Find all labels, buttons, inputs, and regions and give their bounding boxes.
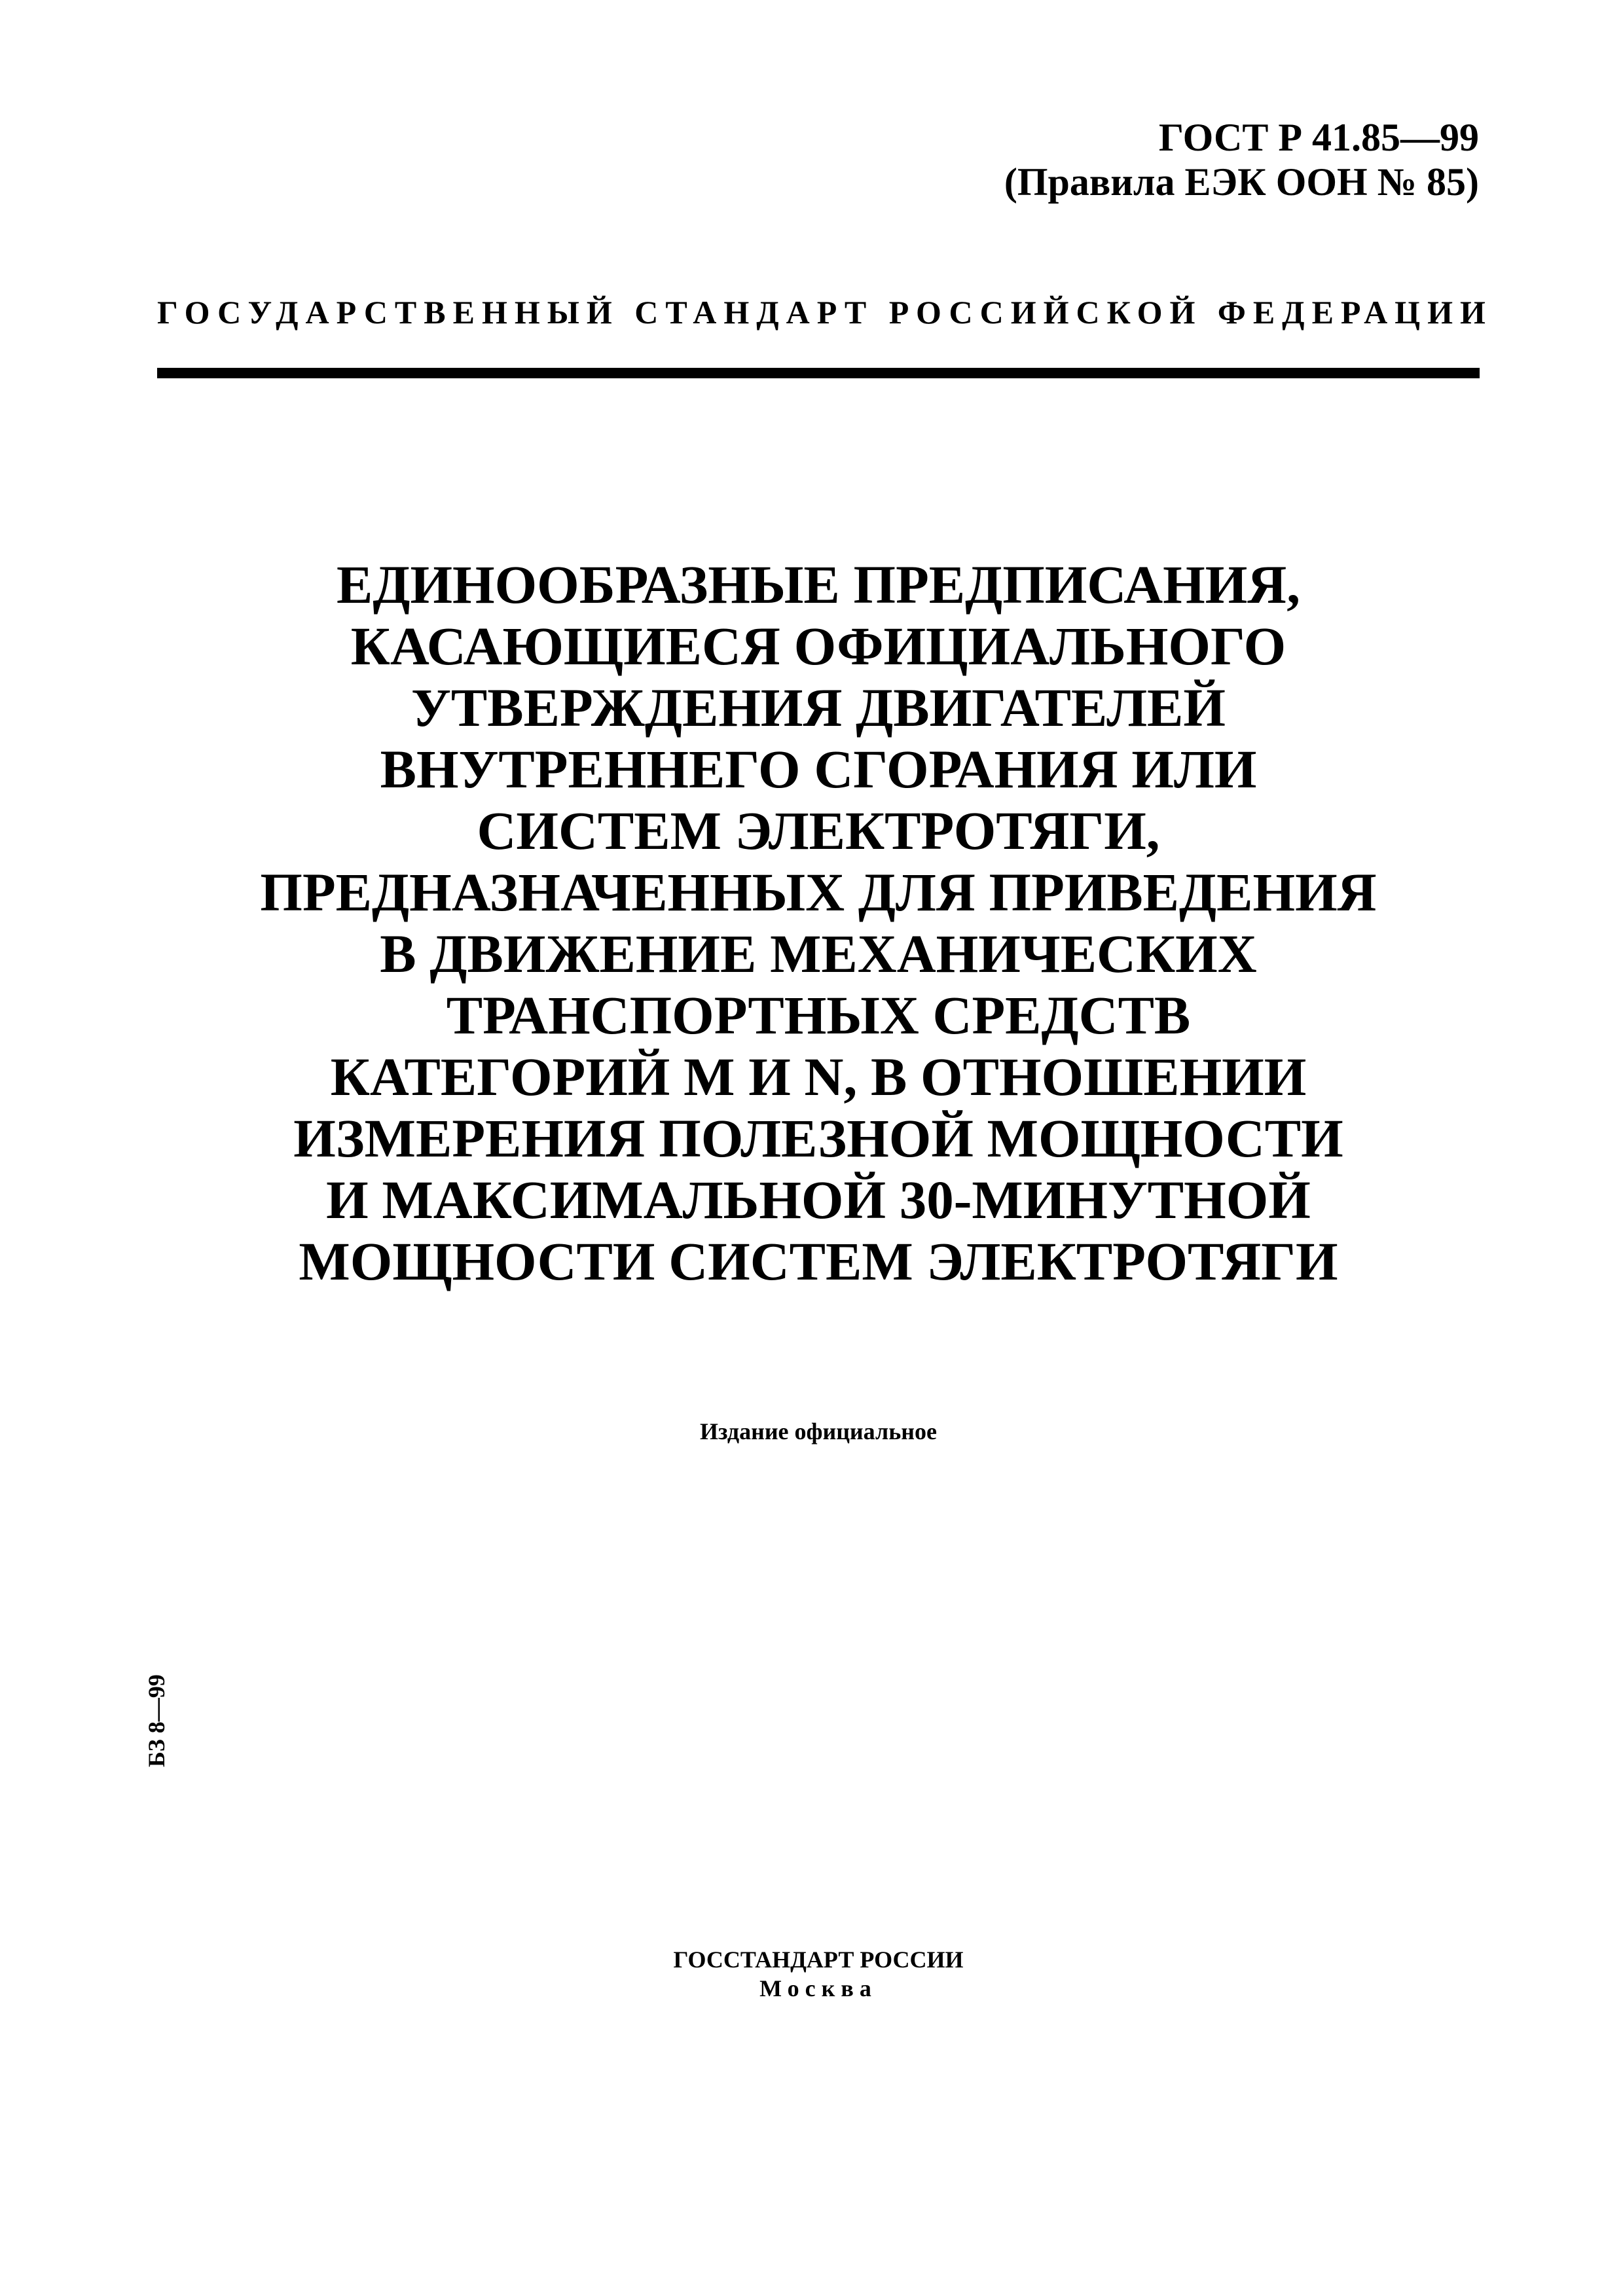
publisher-block [157,1945,1480,2003]
title-line: ТРАНСПОРТНЫХ СРЕДСТВ [446,985,1191,1045]
title-line: ВНУТРЕННЕГО СГОРАНИЯ ИЛИ [380,739,1257,799]
publisher-city: Москва [759,1975,877,2001]
document-title [157,554,1480,1292]
heading-divider [157,368,1480,378]
gost-code-block [1004,115,1479,204]
title-line: КАСАЮЩИЕСЯ ОФИЦИАЛЬНОГО [350,616,1286,676]
title-line: В ДВИЖЕНИЕ МЕХАНИЧЕСКИХ [380,924,1257,984]
publisher-name: ГОССТАНДАРТ РОССИИ [673,1946,964,1973]
title-line: ИЗМЕРЕНИЯ ПОЛЕЗНОЙ МОЩНОСТИ [293,1108,1343,1168]
title-line: УТВЕРЖДЕНИЯ ДВИГАТЕЛЕЙ [411,677,1226,738]
title-line: КАТЕГОРИЙ М И N, В ОТНОШЕНИИ [330,1047,1307,1107]
gost-number: ГОСТ Р 41.85—99 [1158,116,1479,159]
title-line: И МАКСИМАЛЬНОЙ 30-МИНУТНОЙ [326,1170,1311,1230]
title-line: ПРЕДНАЗНАЧЕННЫХ ДЛЯ ПРИВЕДЕНИЯ [260,862,1377,922]
title-line: МОЩНОСТИ СИСТЕМ ЭЛЕКТРОТЯГИ [299,1231,1338,1291]
edition-note: Издание официальное [700,1418,937,1444]
title-line: СИСТЕМ ЭЛЕКТРОТЯГИ, [477,800,1160,861]
state-standard-heading: ГОСУДАРСТВЕННЫЙ СТАНДАРТ РОССИЙСКОЙ ФЕДЕРАЦИИ [157,294,1493,331]
title-line: ЕДИНООБРАЗНЫЕ ПРЕДПИСАНИЯ, [337,554,1300,615]
side-code: БЗ 8—99 [143,1674,170,1767]
rule-reference: (Правила ЕЭК ООН № 85) [1004,160,1479,204]
